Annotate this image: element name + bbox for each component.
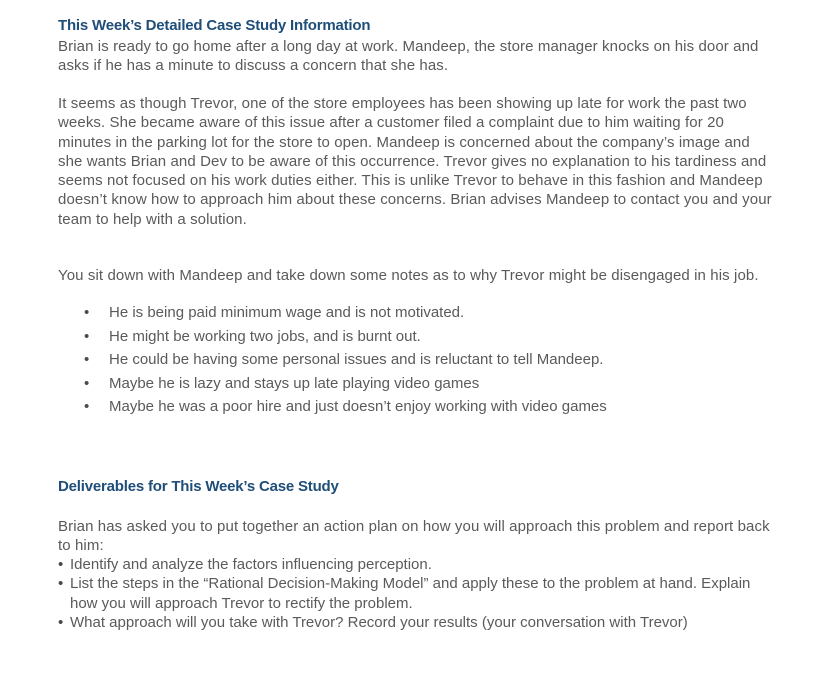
list-item: • Maybe he is lazy and stays up late playing video games bbox=[58, 372, 758, 396]
case-study-situation: It seems as though Trevor, one of the store employees has been showing up late for work the past two weeks. She became aware of this issue after a customer filed a complaint due to him waiting for 20 minutes in the parking lot for the store to open. Mandeep is concerned about the company’s image and she wants Brian and Dev to be aware of this occurrence. Trevor gives no explanation to his tardiness and seems not focused on his work duties either. This is unlike Trevor to behave in this fashion and Mandeep doesn’t know how to approach him about these concerns. Brian advises Mandeep to contact you and your team to help with a solution. bbox=[58, 95, 772, 228]
list-item: • He might be working two jobs, and is burnt out. bbox=[58, 325, 758, 349]
list-item: • Identify and analyze the factors influencing perception. bbox=[58, 555, 778, 574]
deliverables-intro: Brian has asked you to put together an action plan on how you will approach this problem and report back to him: bbox=[58, 518, 770, 555]
deliverables-list bbox=[58, 555, 778, 632]
list-item: • What approach will you take with Trevor? Record your results (your conversation with Trevor) bbox=[58, 613, 778, 632]
notes-list bbox=[58, 301, 758, 419]
list-item: • He could be having some personal issues and is reluctant to tell Mandeep. bbox=[58, 348, 758, 372]
list-item: • He is being paid minimum wage and is not motivated. bbox=[58, 301, 758, 325]
list-item: • List the steps in the “Rational Decision-Making Model” and apply these to the problem at hand. Explain how you will approach Trevor to rectify the problem. bbox=[58, 574, 778, 613]
deliverables-heading: Deliverables for This Week’s Case Study bbox=[58, 478, 339, 495]
case-study-intro: Brian is ready to go home after a long day at work. Mandeep, the store manager knocks on his door and asks if he has a minute to discuss a concern that she has. bbox=[58, 38, 759, 75]
list-item: • Maybe he was a poor hire and just doesn’t enjoy working with video games bbox=[58, 395, 758, 419]
case-study-heading: This Week’s Detailed Case Study Information bbox=[58, 17, 371, 34]
notes-intro: You sit down with Mandeep and take down some notes as to why Trevor might be disengaged in his job. bbox=[58, 267, 759, 284]
